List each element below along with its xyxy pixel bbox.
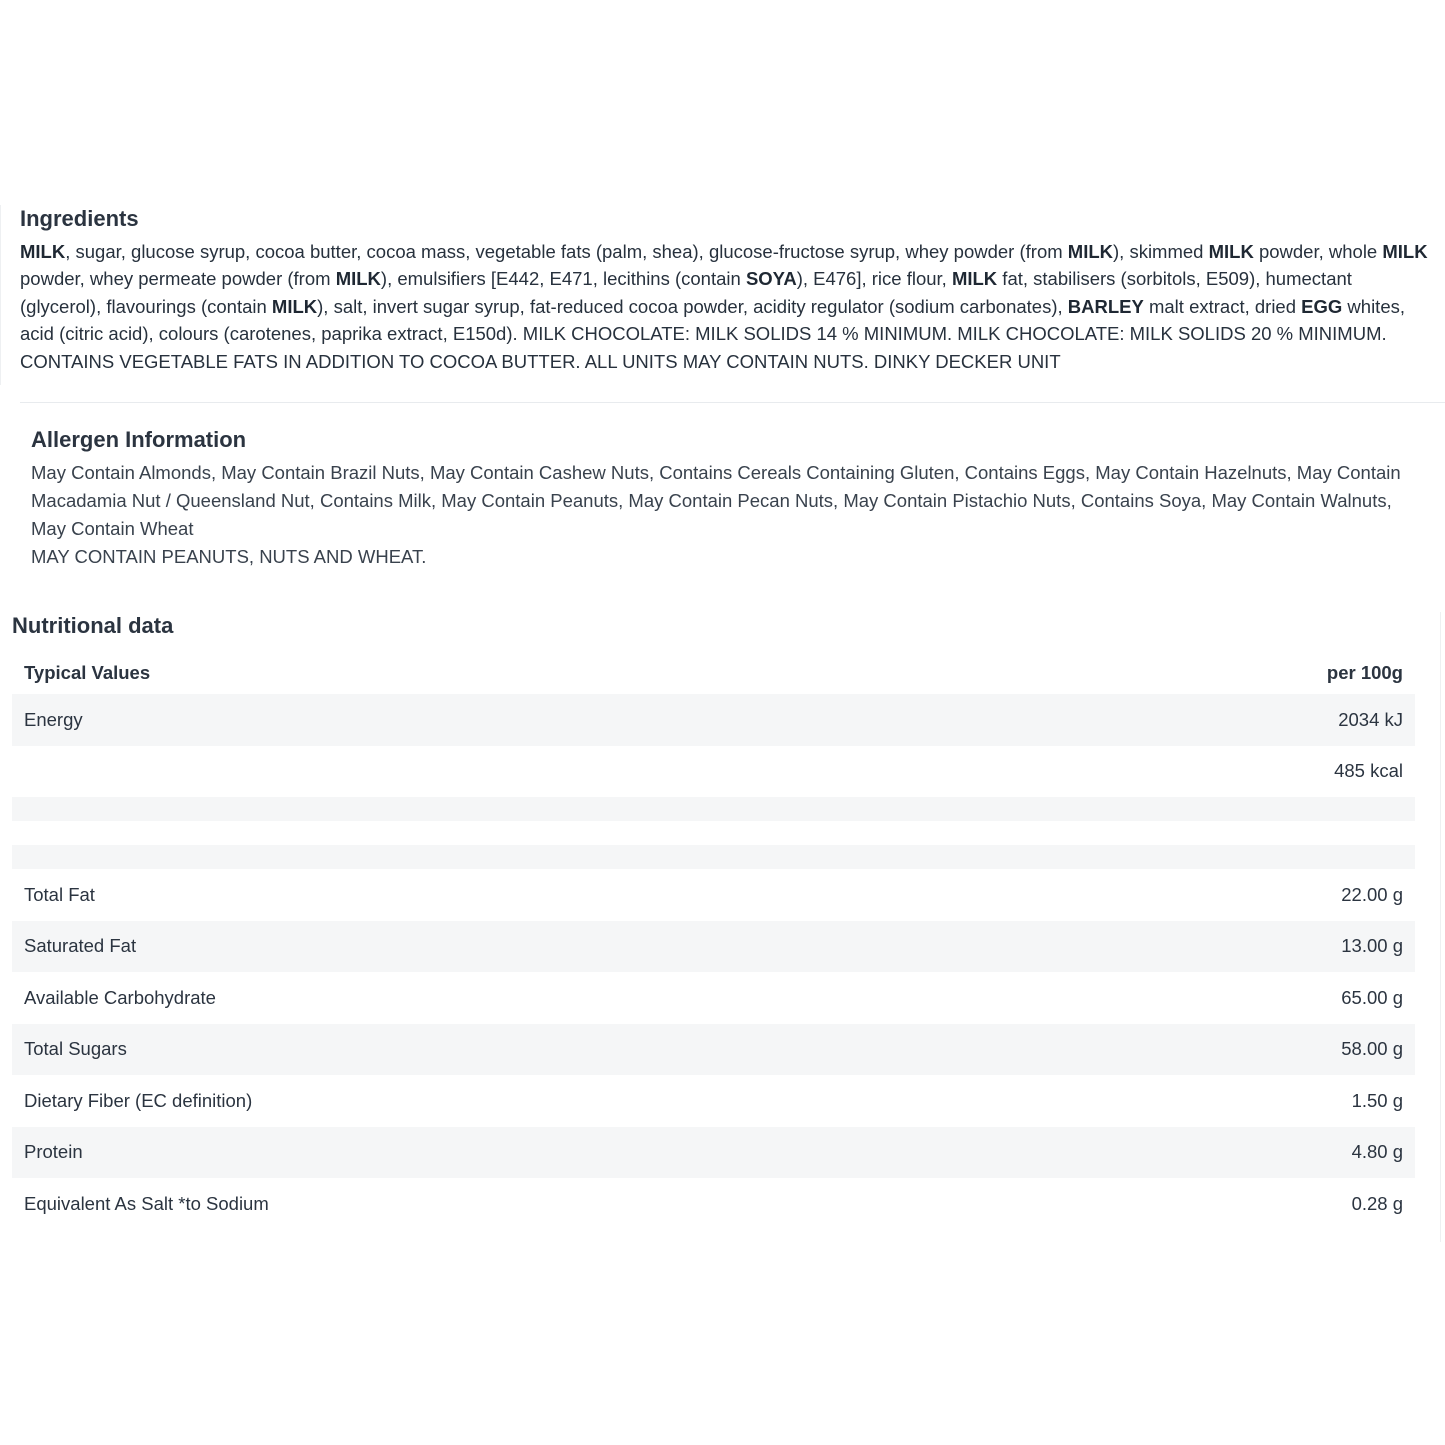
allergen-section: [31, 425, 1421, 571]
nutrition-row: [12, 972, 1415, 1024]
nutrition-row: [12, 746, 1415, 798]
nutrient-value: 2034 kJ: [1034, 694, 1415, 746]
nutrient-label: [12, 821, 1034, 845]
allergen-highlight: MILK: [335, 268, 381, 290]
nutrient-value: 58.00 g: [1034, 1024, 1415, 1076]
nutrient-value: 485 kcal: [1334, 760, 1403, 782]
nutrient-label: Available Carbohydrate: [24, 986, 216, 1008]
nutrition-spacer-row: [12, 821, 1415, 845]
nutrient-label: Total Sugars: [12, 1024, 1034, 1076]
nutrient-value: 65.00 g: [1341, 986, 1403, 1008]
nutrient-label: [12, 845, 1034, 869]
allergen-highlight: MILK: [20, 241, 66, 262]
ingredients-text: [20, 238, 1430, 375]
nutrition-row: [12, 1178, 1415, 1230]
ingredients-fragment: whites, acid (citric acid), colours (carotenes, paprika extract, E150d). MILK CHOCOLATE: MILK SOLIDS 14 % MINIMUM. MILK CHOCOLATE: MILK SOLIDS 20 % MINIMUM. CONTAINS VEGETABLE FATS IN ADDITION TO COCOA BUTTER. ALL UNITS MAY CONTAIN NUTS. DINKY DECKER UNIT: [20, 295, 1405, 372]
nutrient-label: Saturated Fat: [12, 921, 1034, 973]
ingredients-section: [20, 204, 1430, 375]
allergen-highlight: EGG: [1301, 295, 1343, 317]
nutrient-value: 0.28 g: [1351, 1192, 1403, 1214]
nutrition-table-body: [12, 694, 1415, 1230]
allergen-highlight: MILK: [271, 295, 318, 317]
nutrient-label: Equivalent As Salt *to Sodium: [24, 1192, 269, 1214]
nutrition-row: [12, 694, 1415, 746]
allergen-highlight: SOYA: [745, 268, 797, 290]
allergen-highlight: MILK: [1067, 241, 1113, 262]
allergen-highlight: MILK: [1208, 241, 1254, 262]
ingredients-fragment: fat, stabilisers (sorbitols, E509), humectant (glycerol), flavourings (contain: [20, 268, 1352, 317]
nutrition-row: [12, 1075, 1415, 1127]
allergen-highlight: MILK: [1382, 241, 1428, 262]
nutrient-value: 22.00 g: [1341, 883, 1403, 905]
nutrient-value: 1.50 g: [1351, 1089, 1403, 1111]
nutrient-label: [12, 797, 1034, 821]
ingredients-fragment: ), salt, invert sugar syrup, fat-reduced cocoa powder, acidity regulator (sodium carbonates),: [317, 295, 1068, 317]
per-100g-header: per 100g: [1326, 662, 1403, 683]
typical-values-header: Typical Values: [24, 662, 151, 683]
allergen-highlight: MILK: [951, 268, 998, 290]
nutrition-spacer-row: [12, 845, 1415, 869]
ingredients-fragment: ), emulsifiers [E442, E471, lecithins (contain: [380, 268, 746, 290]
left-border: [0, 205, 1, 385]
ingredients-fragment: ), skimmed: [1113, 241, 1209, 262]
right-border: [1440, 612, 1441, 1242]
ingredients-title: Ingredients: [20, 206, 139, 231]
nutrient-label: Protein: [12, 1127, 1034, 1179]
ingredients-fragment: , sugar, glucose syrup, cocoa butter, cocoa mass, vegetable fats (palm, shea), glucose-fructose syrup, whey powder (from: [65, 241, 1068, 262]
nutrition-spacer-row: [12, 797, 1415, 821]
nutrition-row: [12, 1127, 1415, 1179]
nutrition-row: [12, 869, 1415, 921]
nutrient-label: Total Fat: [24, 883, 95, 905]
ingredients-fragment: malt extract, dried: [1143, 295, 1302, 317]
nutrition-section: [12, 610, 1415, 1230]
allergen-text: May Contain Almonds, May Contain Brazil Nuts, May Contain Cashew Nuts, Contains Cereals Containing Gluten, Contains Eggs, May Contain Hazelnuts, May Contain Macadamia Nut / Queensland Nut, Contains Milk, May Contain Peanuts, May Contain Pecan Nuts, May Contain Pistachio Nuts, Contains Soya, May Contain Walnuts, May Contain Wheat: [31, 462, 1401, 539]
allergen-note: MAY CONTAIN PEANUTS, NUTS AND WHEAT.: [31, 546, 427, 567]
nutrient-value: 13.00 g: [1034, 921, 1415, 973]
nutrition-header-row: [12, 652, 1415, 694]
nutrient-label: Energy: [12, 694, 1034, 746]
section-divider: [20, 402, 1445, 403]
nutrition-title: Nutritional data: [12, 613, 174, 638]
nutrient-value: 4.80 g: [1034, 1127, 1415, 1179]
nutrient-label: Dietary Fiber (EC definition): [24, 1089, 253, 1111]
nutrition-row: [12, 921, 1415, 973]
nutrient-value: [1034, 845, 1415, 869]
nutrient-value: [1034, 821, 1415, 845]
ingredients-fragment: powder, whey permeate powder (from: [20, 268, 336, 290]
ingredients-fragment: ), E476], rice flour,: [796, 268, 952, 290]
ingredients-fragment: powder, whole: [1253, 241, 1383, 262]
nutrition-table: [12, 652, 1415, 1230]
nutrient-value: [1034, 797, 1415, 821]
nutrient-label: [12, 746, 1034, 798]
nutrition-row: [12, 1024, 1415, 1076]
allergen-highlight: BARLEY: [1067, 295, 1144, 317]
allergen-title: Allergen Information: [31, 427, 247, 452]
